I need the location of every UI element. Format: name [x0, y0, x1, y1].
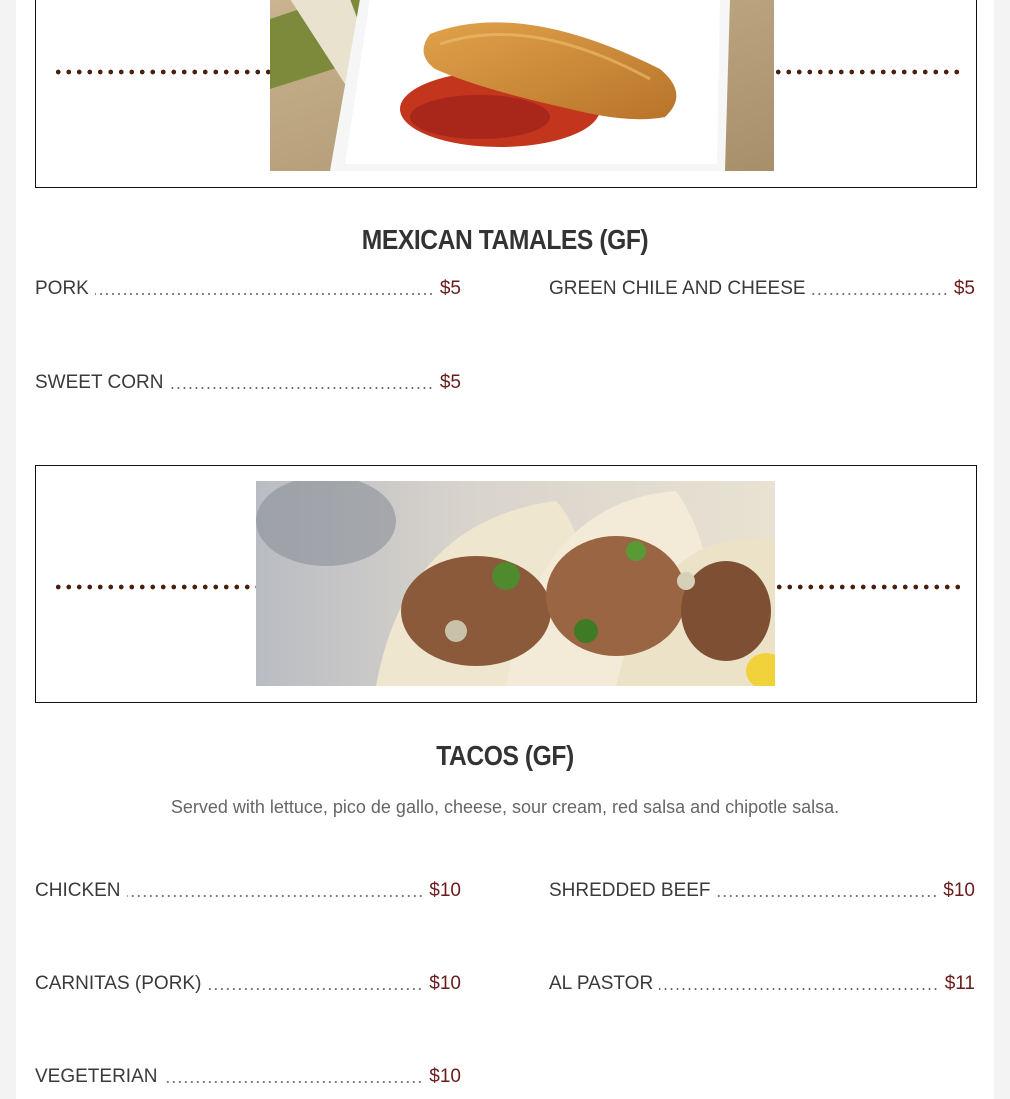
section-heading-tacos: TACOS (GF)	[436, 740, 574, 771]
banner-dot-divider-right	[774, 584, 963, 590]
item-price: $10	[429, 1066, 461, 1087]
item-name: SHREDDED BEEF	[549, 880, 711, 901]
dot-leader	[659, 987, 939, 991]
menu-item	[549, 878, 975, 902]
item-price: $10	[429, 880, 461, 901]
item-price: $10	[943, 880, 975, 901]
banner-dot-divider-right	[773, 69, 963, 75]
item-price: $5	[439, 278, 461, 299]
menu-item	[35, 370, 461, 394]
tacos-photo	[256, 481, 775, 686]
item-name: AL PASTOR	[549, 973, 654, 994]
tamale-photo	[270, 0, 774, 171]
item-name: PORK	[35, 278, 89, 299]
dot-leader	[95, 292, 434, 296]
item-price: $5	[953, 278, 975, 299]
dot-leader	[163, 1080, 423, 1084]
menu-item	[35, 971, 461, 995]
dot-leader	[812, 292, 948, 296]
menu-item	[549, 971, 975, 995]
item-price: $11	[944, 973, 975, 994]
menu-item	[35, 1064, 461, 1088]
section-description: Served with lettuce, pico de gallo, cheese, sour cream, red salsa and chipotle salsa.	[170, 797, 840, 817]
dot-leader	[169, 386, 433, 390]
dot-leader	[717, 894, 938, 898]
item-name: VEGETERIAN	[35, 1066, 158, 1087]
section-heading-tamales: MEXICAN TAMALES (GF)	[361, 224, 649, 255]
item-name: GREEN CHILE AND CHEESE	[549, 278, 806, 299]
item-name: SWEET CORN	[35, 372, 164, 393]
dot-leader	[127, 894, 424, 898]
item-name: CARNITAS (PORK)	[35, 973, 202, 994]
tamales-banner	[35, 0, 977, 188]
item-name: CHICKEN	[35, 880, 121, 901]
tacos-banner	[35, 465, 977, 703]
menu-item	[35, 276, 461, 300]
banner-dot-divider-left	[53, 584, 257, 590]
item-price: $5	[439, 372, 461, 393]
dot-leader	[207, 987, 423, 991]
banner-dot-divider-left	[53, 69, 271, 75]
menu-item	[549, 276, 975, 300]
item-price: $10	[429, 973, 461, 994]
menu-item	[35, 878, 461, 902]
menu-page	[16, 0, 994, 1099]
